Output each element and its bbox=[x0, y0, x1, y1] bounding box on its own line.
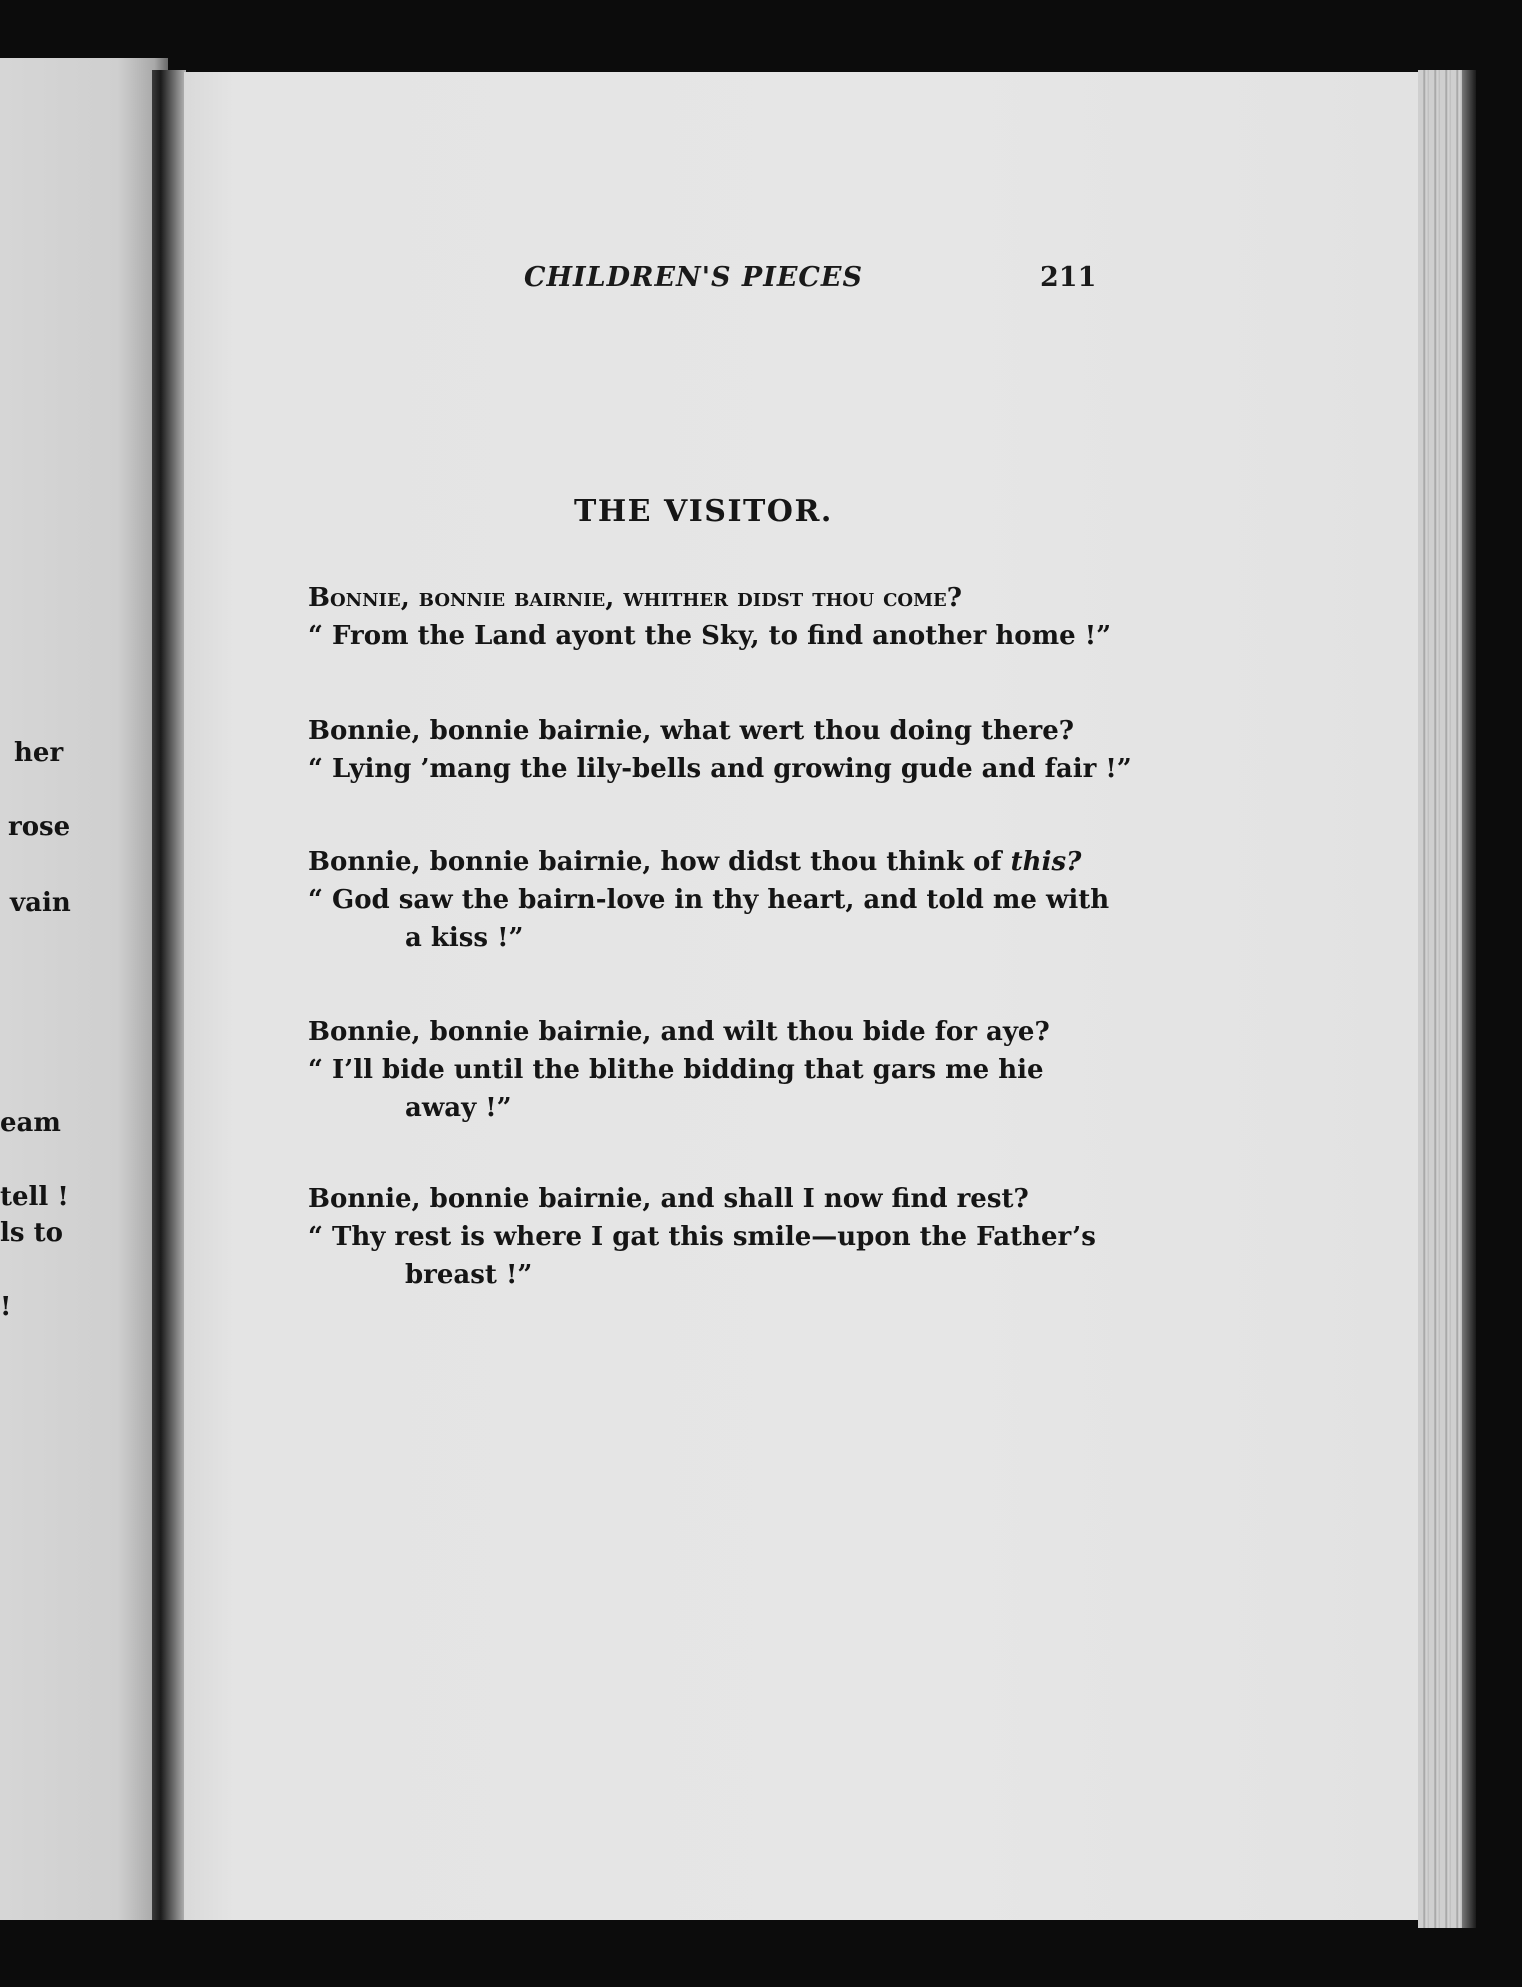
stanza-2 bbox=[308, 712, 1132, 788]
verse-line bbox=[308, 843, 1098, 881]
stanza-1 bbox=[308, 579, 1112, 655]
verse-line-continuation: away !” bbox=[405, 1093, 512, 1123]
stanza-4 bbox=[308, 1013, 1098, 1127]
verse-line: Bonnie, bonnie bairnie, what wert thou doing there? bbox=[308, 716, 1075, 746]
left-page-fragment: tell ! bbox=[0, 1182, 69, 1212]
left-page-fragment: rose bbox=[8, 812, 71, 842]
verse-line-continuation: breast !” bbox=[405, 1260, 533, 1290]
left-page-fragment: vain bbox=[10, 888, 71, 918]
verse-line-continuation: a kiss !” bbox=[405, 923, 524, 953]
verse-text: Bonnie, bonnie bairnie, whither didst thou come? bbox=[308, 583, 962, 613]
page-number: 211 bbox=[1040, 262, 1097, 293]
poem-title: THE VISITOR. bbox=[574, 494, 833, 529]
verse-line: Bonnie, bonnie bairnie, and wilt thou bide for aye? bbox=[308, 1017, 1050, 1047]
book-spine bbox=[152, 70, 186, 1920]
verse-line: “ From the Land ayont the Sky, to find another home !” bbox=[308, 621, 1112, 651]
verse-line: Bonnie, bonnie bairnie, and shall I now find rest? bbox=[308, 1184, 1029, 1214]
stanza-3 bbox=[308, 843, 1110, 957]
verse-emphasis: this? bbox=[1010, 847, 1082, 877]
verse-line bbox=[308, 579, 1098, 617]
verse-line: “ I’ll bide until the blithe bidding that gars me hie bbox=[308, 1055, 1044, 1085]
page-edge-shadow bbox=[1462, 70, 1476, 1928]
right-page bbox=[184, 72, 1424, 1920]
left-page bbox=[0, 58, 168, 1920]
stanza-5 bbox=[308, 1180, 1098, 1294]
running-head: CHILDREN'S PIECES bbox=[524, 262, 863, 293]
left-page-fragment: ls to bbox=[0, 1218, 63, 1248]
left-page-fragment: ! bbox=[0, 1292, 12, 1322]
verse-line: “ God saw the bairn-love in thy heart, and told me with bbox=[308, 885, 1110, 915]
verse-line: “ Lying ’mang the lily-bells and growing gude and fair !” bbox=[308, 754, 1132, 784]
verse-text: Bonnie, bonnie bairnie, how didst thou think of bbox=[308, 847, 1002, 877]
left-page-fragment: her bbox=[14, 738, 64, 768]
page-edges bbox=[1418, 70, 1462, 1928]
left-page-fragment: eam bbox=[0, 1108, 61, 1138]
verse-line: “ Thy rest is where I gat this smile—upon the Father’s bbox=[308, 1222, 1096, 1252]
